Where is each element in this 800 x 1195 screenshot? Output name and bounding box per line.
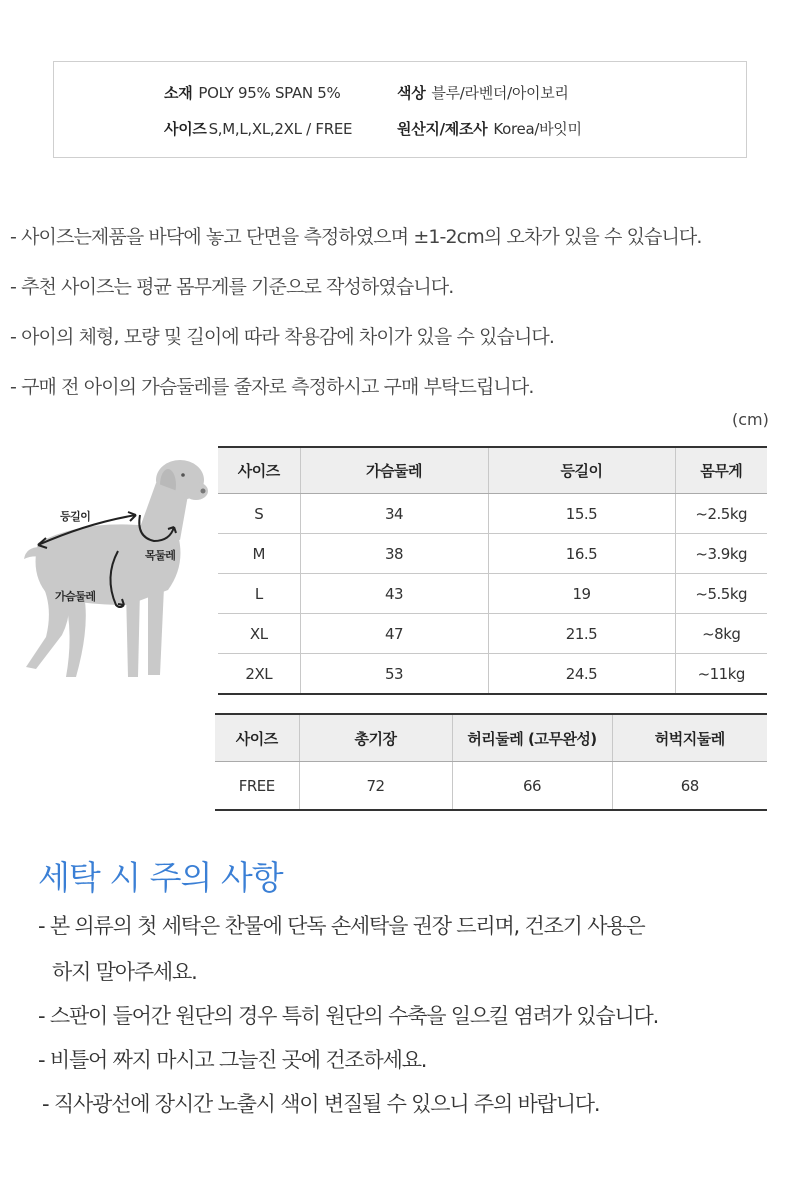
cell-size: FREE xyxy=(238,776,275,795)
care-item: 하지 말아주세요. xyxy=(52,960,197,984)
header-back-length: 등길이 xyxy=(488,447,675,494)
cell-back-length: 15.5 xyxy=(488,494,675,534)
cell-size: S xyxy=(218,494,300,534)
cell-weight: ~11kg xyxy=(675,654,767,695)
table-row xyxy=(218,614,767,654)
cell-back-length: 16.5 xyxy=(488,534,675,574)
note-recommended-size: - 추천 사이즈는 평균 몸무게를 기준으로 작성하였습니다. xyxy=(10,276,454,298)
cell-weight: ~3.9kg xyxy=(675,534,767,574)
unit-label: (cm) xyxy=(732,410,769,429)
size-table xyxy=(218,446,767,695)
note-fit: - 아이의 체형, 모량 및 길이에 따라 착용감에 차이가 있을 수 있습니다. xyxy=(10,326,555,348)
cell-back-length: 21.5 xyxy=(488,614,675,654)
care-item: - 비틀어 짜지 마시고 그늘진 곳에 건조하세요. xyxy=(38,1048,427,1072)
note-measurement: - 사이즈는제품을 바닥에 놓고 단면을 측정하였으며 ±1-2cm의 오차가 있을 수 있습니다. xyxy=(10,226,702,248)
table-row xyxy=(218,654,767,695)
cell-chest: 53 xyxy=(300,654,488,695)
spec-color: 색상 블루/라벤더/아이보리 xyxy=(397,84,569,102)
cell-back-length: 19 xyxy=(488,574,675,614)
cell-back-length: 24.5 xyxy=(488,654,675,695)
label-chest: 가슴둘레 xyxy=(55,590,96,603)
header-weight: 몸무게 xyxy=(675,447,767,494)
cell-size: M xyxy=(218,534,300,574)
spec-material: 소재 POLY 95% SPAN 5% xyxy=(164,84,341,102)
care-item: - 스판이 들어간 원단의 경우 특히 원단의 수축을 일으킬 염려가 있습니다. xyxy=(38,1004,659,1028)
header-size: 사이즈 xyxy=(215,714,299,762)
spec-box xyxy=(53,61,747,158)
cell-size: XL xyxy=(218,614,300,654)
cell-size: 2XL xyxy=(245,664,273,683)
dog-measurement-illustration xyxy=(18,455,218,690)
label-back-length: 등길이 xyxy=(60,510,91,523)
free-size-table xyxy=(215,713,767,811)
table-header-row xyxy=(218,447,767,494)
table-row xyxy=(218,534,767,574)
care-item: - 직사광선에 장시간 노출시 색이 변질될 수 있으니 주의 바랍니다. xyxy=(42,1092,600,1116)
cell-chest: 34 xyxy=(300,494,488,534)
header-size: 사이즈 xyxy=(218,447,300,494)
cell-weight: ~2.5kg xyxy=(675,494,767,534)
cell-total-length: 72 xyxy=(299,762,452,811)
table-row xyxy=(215,762,767,811)
cell-size: L xyxy=(218,574,300,614)
care-title: 세탁 시 주의 사항 xyxy=(38,858,283,897)
cell-weight: ~5.5kg xyxy=(675,574,767,614)
table-header-row xyxy=(215,714,767,762)
spec-origin: 원산지/제조사 Korea/바잇미 xyxy=(397,120,582,138)
spec-size: 사이즈 S,M,L,XL,2XL / FREE xyxy=(164,120,353,138)
header-chest: 가슴둘레 xyxy=(300,447,488,494)
header-total-length: 총기장 xyxy=(299,714,452,762)
cell-chest: 47 xyxy=(300,614,488,654)
dog-silhouette-icon xyxy=(24,460,208,677)
header-thigh: 허벅지둘레 xyxy=(612,714,767,762)
header-waist: 허리둘레 (고무완성) xyxy=(452,714,612,762)
cell-waist: 66 xyxy=(452,762,612,811)
cell-thigh: 68 xyxy=(612,762,767,811)
cell-chest: 38 xyxy=(300,534,488,574)
table-row xyxy=(218,494,767,534)
cell-chest: 43 xyxy=(300,574,488,614)
cell-weight: ~8kg xyxy=(675,614,767,654)
care-item: - 본 의류의 첫 세탁은 찬물에 단독 손세탁을 권장 드리며, 건조기 사용은 xyxy=(38,914,645,938)
table-row xyxy=(218,574,767,614)
label-neck: 목둘레 xyxy=(145,549,176,562)
note-measure-chest: - 구매 전 아이의 가슴둘레를 줄자로 측정하시고 구매 부탁드립니다. xyxy=(10,376,534,398)
